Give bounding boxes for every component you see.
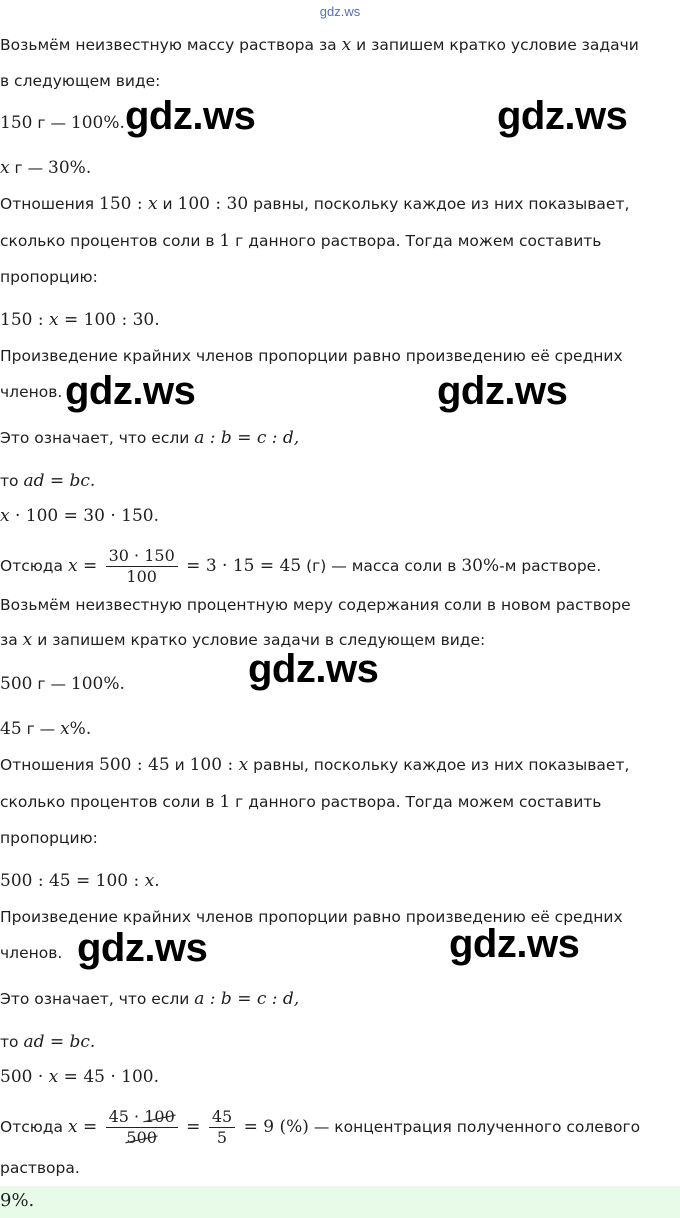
text: -м растворе. xyxy=(499,557,602,575)
math: = 45 · 100. xyxy=(58,1067,160,1087)
math: 150 xyxy=(0,113,33,133)
text: и запишем кратко условие задачи в следующем виде: xyxy=(32,631,486,649)
bc2-line xyxy=(0,1029,675,1055)
ratio-line-1 xyxy=(0,191,675,217)
text: г данного раствора. Тогда можем составить xyxy=(230,793,602,811)
text: равны, поскольку каждое из них показывает, xyxy=(248,756,630,774)
text: Возьмём неизвестную массу раствора за xyxy=(0,36,342,54)
text: г — xyxy=(9,159,49,177)
intro-line-2: в следующем виде: xyxy=(0,72,161,90)
result-line-1 xyxy=(0,544,675,588)
means-line xyxy=(0,425,675,451)
proportion-2 xyxy=(0,868,675,894)
ratio-line-2 xyxy=(0,228,675,254)
text: г — xyxy=(32,114,71,132)
variable-x: x xyxy=(0,158,10,178)
variable-x: x xyxy=(48,1067,59,1087)
math: 45 xyxy=(0,719,22,739)
text: Отсюда xyxy=(0,1118,68,1136)
intro2-line-1: Возьмём неизвестную процентную меру содержания соли в новом растворе xyxy=(0,596,631,614)
answer-value: 9%. xyxy=(0,1190,35,1211)
variable-x: x xyxy=(238,755,249,775)
math: = xyxy=(77,556,103,576)
text: Это означает, что если xyxy=(0,990,195,1008)
text: — концентрация полученного солевого xyxy=(308,1118,641,1136)
math: = 3 · 15 = 45 xyxy=(180,556,302,576)
text: Отсюда xyxy=(0,557,68,575)
intro-line-1 xyxy=(0,32,675,58)
variable-x: x xyxy=(48,310,59,330)
result-line-2 xyxy=(0,1105,675,1149)
proportion-1 xyxy=(0,307,675,333)
condition-2 xyxy=(0,155,675,181)
text: и xyxy=(157,195,178,213)
text: то xyxy=(0,472,24,490)
numerator xyxy=(106,1107,178,1128)
numerator-factor: 45 · xyxy=(108,1107,145,1126)
variable-x: x xyxy=(22,630,33,650)
math: ad = bc. xyxy=(23,1032,96,1052)
math: a : b = c : d, xyxy=(194,989,300,1009)
math: 500 : 45 = 100 : xyxy=(0,871,145,891)
math: a : b = c : d, xyxy=(194,428,300,448)
rule2-line-2: членов. xyxy=(0,944,63,962)
text: Это означает, что если xyxy=(0,429,195,447)
watermark: gdz.ws xyxy=(437,369,568,413)
variable-x: x xyxy=(148,194,158,214)
text: г — xyxy=(32,675,71,693)
text: сколько процентов соли в xyxy=(0,793,220,811)
ratio2-line-2 xyxy=(0,789,675,815)
math: 1 xyxy=(219,792,231,812)
text: и xyxy=(169,756,190,774)
site-link[interactable]: gdz.ws xyxy=(319,4,361,19)
math: 100 : xyxy=(189,755,239,775)
ratio2-line-1 xyxy=(0,752,675,778)
variable-x: x xyxy=(0,506,10,526)
watermark: gdz.ws xyxy=(77,926,208,970)
math: = 100 : 30. xyxy=(58,310,160,330)
variable-x: x xyxy=(67,556,78,576)
fraction xyxy=(106,546,178,587)
math: 150 : xyxy=(0,310,49,330)
fraction xyxy=(106,1107,178,1148)
text: (г) — масса соли в xyxy=(301,557,462,575)
text: сколько процентов соли в xyxy=(0,232,220,250)
watermark: gdz.ws xyxy=(125,94,256,138)
denominator: 100 xyxy=(126,567,157,586)
watermark: gdz.ws xyxy=(248,647,379,691)
ratio2-line-3: пропорцию: xyxy=(0,829,98,847)
text: г — xyxy=(21,720,61,738)
text: Отношения xyxy=(0,195,100,213)
rule2-line-1: Произведение крайних членов пропорции равно произведению её средних xyxy=(0,908,623,926)
math: 500 : 45 xyxy=(99,755,170,775)
watermark: gdz.ws xyxy=(65,369,196,413)
numerator: 30 · 150 xyxy=(106,546,178,567)
variable-x: x xyxy=(67,1117,78,1137)
math: 150 : xyxy=(99,194,149,214)
equation-2 xyxy=(0,1064,675,1090)
text: за xyxy=(0,631,23,649)
cancelled-number: 100 xyxy=(144,1107,175,1126)
math: · 100 = 30 · 150. xyxy=(9,506,159,526)
math: ad = bc. xyxy=(23,471,96,491)
bc-line xyxy=(0,468,675,494)
math: 30%. xyxy=(48,158,92,178)
text: равны, поскольку каждое из них показывает, xyxy=(248,195,630,213)
math: 1 xyxy=(219,231,231,251)
math: 500 · xyxy=(0,1067,49,1087)
result2-line-2: раствора. xyxy=(0,1159,80,1177)
fraction xyxy=(209,1107,235,1148)
math: = xyxy=(77,1117,103,1137)
numerator: 45 xyxy=(209,1107,235,1128)
denominator xyxy=(106,1128,178,1148)
cancelled-number: 500 xyxy=(126,1128,157,1147)
text: и запишем кратко условие задачи xyxy=(351,36,639,54)
math: = 9 (%) xyxy=(238,1117,309,1137)
math: %. xyxy=(69,719,92,739)
variable-x: x xyxy=(144,871,155,891)
math: = xyxy=(180,1117,206,1137)
math: 30% xyxy=(461,556,500,576)
answer-box xyxy=(0,1186,680,1218)
variable-x: x xyxy=(341,35,352,55)
math: 100 : 30 xyxy=(177,194,249,214)
rule-line-1: Произведение крайних членов пропорции равно произведению её средних xyxy=(0,347,623,365)
denominator: 5 xyxy=(216,1128,228,1147)
variable-x: x xyxy=(60,719,70,739)
math: . xyxy=(154,871,160,891)
means2-line xyxy=(0,986,675,1012)
text: Отношения xyxy=(0,756,100,774)
text: г данного раствора. Тогда можем составить xyxy=(230,232,602,250)
watermark: gdz.ws xyxy=(497,94,628,138)
math: 100%. xyxy=(70,674,125,694)
text: то xyxy=(0,1033,24,1051)
math: 100%. xyxy=(70,113,125,133)
watermark: gdz.ws xyxy=(449,922,580,966)
equation-1 xyxy=(0,503,675,529)
rule-line-2: членов. xyxy=(0,383,63,401)
ratio-line-3: пропорцию: xyxy=(0,268,98,286)
math: 500 xyxy=(0,674,33,694)
condition-4 xyxy=(0,716,675,742)
